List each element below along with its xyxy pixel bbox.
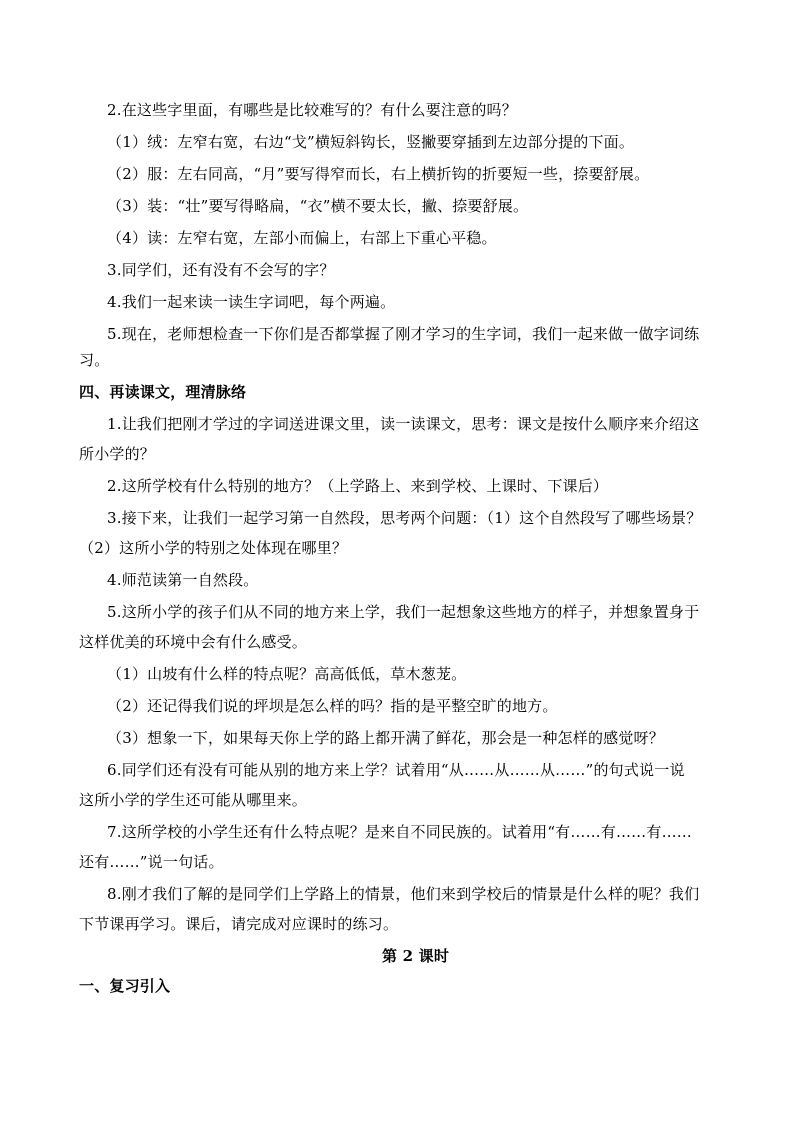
paragraph-line: 4.我们一起来读一读生字词吧，每个两遍。 xyxy=(107,293,396,311)
paragraph-line: （2）这所小学的特别之处体现在哪里？ xyxy=(79,539,348,557)
paragraph-line: （1）绒：左窄右宽，右边“戈”横短斜钩长，竖撇要穿插到左边部分提的下面。 xyxy=(107,133,635,151)
paragraph-line: 5.现在，老师想检查一下你们是否都掌握了刚才学习的生字词，我们一起来做一做字词练 xyxy=(107,325,700,343)
paragraph-line: 7.这所学校的小学生还有什么特点呢？是来自不同民族的。试着用“有……有……有…… xyxy=(107,823,692,841)
lesson-title: 第 2 课时 xyxy=(382,947,450,965)
paragraph-line: 3.同学们，还有没有不会写的字？ xyxy=(107,261,335,279)
paragraph-line: 习。 xyxy=(79,351,110,369)
paragraph-line: （2）还记得我们说的坪坝是怎么样的吗？指的是平整空旷的地方。 xyxy=(107,697,558,715)
paragraph-line: 2.在这些字里面，有哪些是比较难写的？有什么要注意的吗？ xyxy=(107,101,517,119)
paragraph-line: （3）想象一下，如果每天你上学的路上都开满了鲜花，那会是一种怎样的感觉呀？ xyxy=(107,729,664,747)
paragraph-line: 下节课再学习。课后，请完成对应课时的练习。 xyxy=(79,915,399,933)
section-heading: 一、复习引入 xyxy=(79,977,171,995)
paragraph-line: （1）山坡有什么样的特点呢？高高低低，草木葱茏。 xyxy=(107,665,467,683)
paragraph-line: 5.这所小学的孩子们从不同的地方来上学，我们一起想象这些地方的样子，并想象置身于 xyxy=(107,603,700,621)
paragraph-line: 3.接下来，让我们一起学习第一自然段，思考两个问题：（1）这个自然段写了哪些场景？ xyxy=(107,509,702,527)
paragraph-line: 还有……”说一句话。 xyxy=(79,853,224,871)
paragraph-line: 所小学的？ xyxy=(79,445,156,463)
paragraph-line: 这所小学的学生还可能从哪里来。 xyxy=(79,791,308,809)
paragraph-line: 这样优美的环境中会有什么感受。 xyxy=(79,633,308,651)
paragraph-line: （3）装：“壮”要写得略扁，“衣”横不要太长，撇、捺要舒展。 xyxy=(107,197,529,215)
paragraph-line: 1.让我们把刚才学过的字词送进课文里，读一读课文，思考：课文是按什么顺序来介绍这 xyxy=(107,415,700,433)
paragraph-line: 6.同学们还有没有可能从别的地方来上学？试着用“从……从……从……”的句式说一说 xyxy=(107,761,685,779)
section-heading: 四、再读课文，理清脉络 xyxy=(79,383,247,401)
paragraph-line: 8.刚才我们了解的是同学们上学路上的情景，他们来到学校后的情景是什么样的呢？我们 xyxy=(107,885,700,903)
paragraph-line: （2）服：左右同高，“月”要写得窄而长，右上横折钩的折要短一些，捺要舒展。 xyxy=(107,165,650,183)
paragraph-line: 2.这所学校有什么特别的地方？（上学路上、来到学校、上课时、下课后） xyxy=(107,477,609,495)
paragraph-line: 4.师范读第一自然段。 xyxy=(107,571,259,589)
paragraph-line: （4）读：左窄右宽，左部小而偏上，右部上下重心平稳。 xyxy=(107,229,497,247)
